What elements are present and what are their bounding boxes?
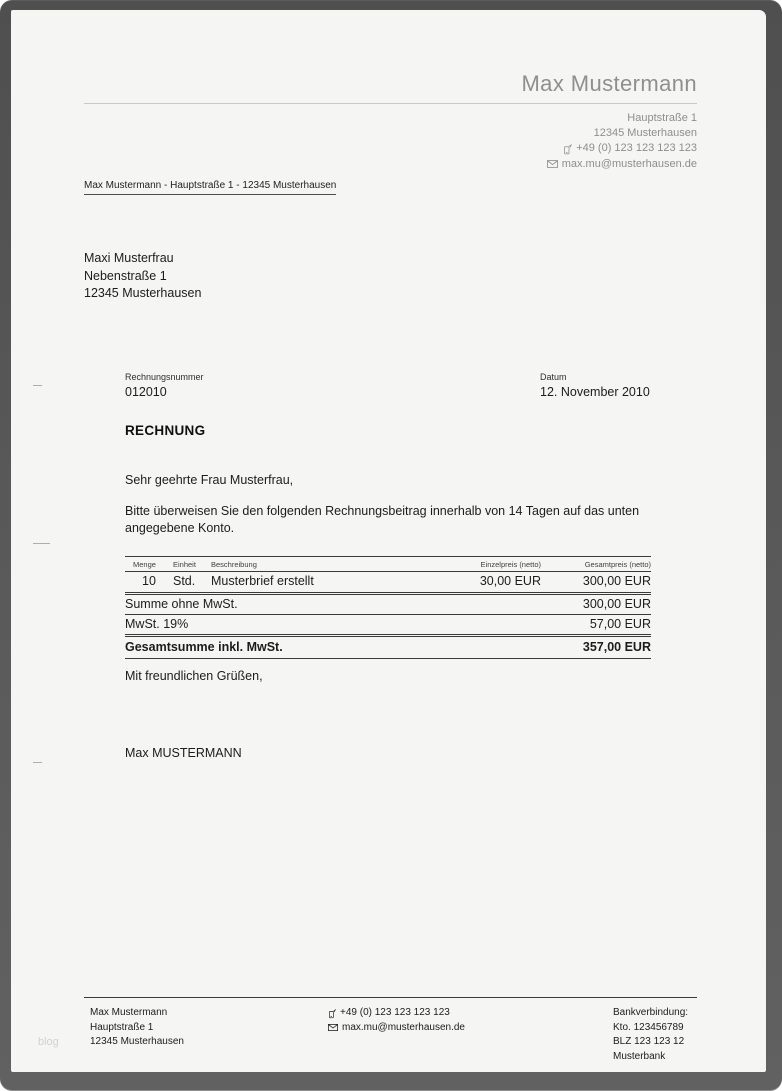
bank-name: Musterbank (613, 1050, 666, 1062)
item-unit-price: 30,00 EUR (426, 572, 541, 594)
invoice-number-value: 012010 (125, 385, 167, 399)
header-divider (84, 103, 697, 104)
date-block (540, 372, 650, 399)
col-header-einheit: Einheit (173, 557, 211, 572)
sender-city: 12345 Musterhausen (593, 127, 697, 140)
footer-street: Hauptstraße 1 (90, 1021, 154, 1033)
subtotal-row (125, 594, 651, 615)
bank-blz: BLZ 123 123 12 (613, 1036, 685, 1048)
grand-total-value: 357,00 EUR (541, 636, 651, 659)
sender-phone-line (547, 141, 697, 156)
salutation: Sehr geehrte Frau Musterfrau, (125, 473, 294, 487)
email-icon (547, 160, 558, 168)
bank-account: Kto. 123456789 (613, 1021, 684, 1033)
item-description: Musterbrief erstellt (211, 572, 426, 594)
vat-row (125, 615, 651, 636)
document-title: RECHNUNG (125, 423, 206, 438)
sender-street: Hauptstraße 1 (627, 112, 697, 124)
sender-contact-block (547, 111, 697, 172)
mobile-phone-icon (328, 1008, 336, 1019)
footer-email: max.mu@musterhausen.de (342, 1021, 465, 1033)
fold-mark-top (33, 385, 42, 386)
closing-phrase: Mit freundlichen Grüßen, (125, 669, 263, 683)
grand-total-row (125, 636, 651, 659)
reference-row (125, 372, 651, 399)
mobile-phone-icon (563, 143, 572, 155)
sender-email-line (547, 157, 697, 172)
date-value: 12. November 2010 (540, 385, 650, 399)
body-paragraph: Bitte überweisen Sie den folgenden Rechnungsbeitrag innerhalb von 14 Tagen auf das unten angegebene Konto. (125, 504, 640, 535)
recipient-street: Nebenstraße 1 (84, 268, 167, 283)
fold-mark-middle (33, 543, 50, 544)
col-header-gesamtpreis: Gesamtpreis (netto) (541, 557, 651, 572)
sender-phone: +49 (0) 123 123 123 123 (576, 142, 697, 155)
item-quantity: 10 (125, 572, 173, 594)
fold-mark-bottom (33, 762, 42, 763)
vat-value: 57,00 EUR (541, 615, 651, 636)
footer-divider (84, 997, 697, 998)
subtotal-value: 300,00 EUR (541, 594, 651, 615)
footer-phone: +49 (0) 123 123 123 123 (340, 1007, 450, 1018)
col-header-einzelpreis: Einzelpreis (netto) (426, 557, 541, 572)
footer-name: Max Mustermann (90, 1007, 168, 1018)
footer-city: 12345 Musterhausen (90, 1036, 184, 1048)
date-label: Datum (540, 372, 567, 382)
col-header-menge: Menge (125, 557, 173, 572)
recipient-name: Maxi Musterfrau (84, 251, 174, 265)
footer-contact-block (328, 1006, 465, 1035)
item-total-price: 300,00 EUR (541, 572, 651, 594)
grand-total-label: Gesamtsumme inkl. MwSt. (125, 636, 541, 659)
sender-email: max.mu@musterhausen.de (561, 157, 697, 170)
item-unit: Std. (173, 572, 211, 594)
invoice-line-item (125, 572, 651, 594)
recipient-address-block (84, 250, 201, 303)
return-address-line: Max Mustermann - Hauptstraße 1 - 12345 Musterhausen (84, 180, 336, 195)
signature-name: Max MUSTERMANN (125, 746, 242, 760)
invoice-number-label: Rechnungsnummer (125, 372, 204, 382)
footer-phone-line (328, 1006, 465, 1021)
invoice-items-table (125, 556, 651, 659)
invoice-page (11, 10, 766, 1072)
vat-label: MwSt. 19% (125, 615, 541, 636)
subtotal-label: Summe ohne MwSt. (125, 594, 541, 615)
footer-bank-block (613, 1006, 688, 1064)
footer-address-block (90, 1006, 184, 1050)
email-icon (328, 1024, 338, 1031)
recipient-city: 12345 Musterhausen (84, 286, 202, 301)
table-header-row (125, 557, 651, 572)
col-header-beschreibung: Beschreibung (211, 557, 426, 572)
blog-watermark: blog (38, 1036, 59, 1048)
sender-name-heading: Max Mustermann (521, 71, 697, 96)
footer-email-line (328, 1021, 465, 1036)
bank-heading: Bankverbindung: (613, 1007, 689, 1018)
